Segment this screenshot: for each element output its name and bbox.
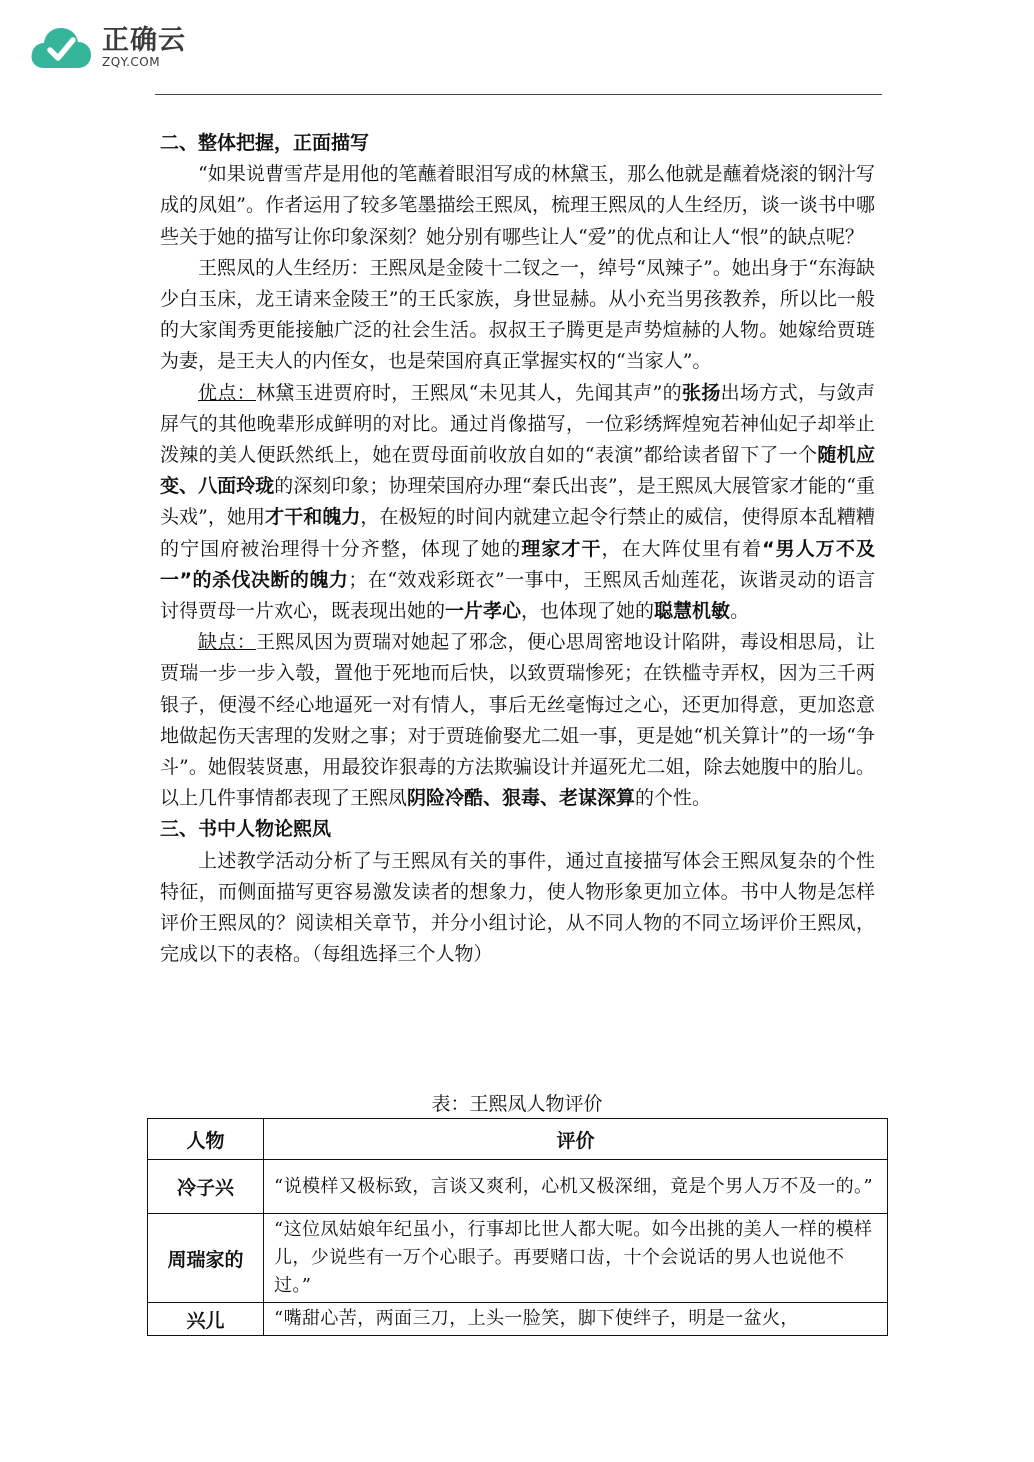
character-evaluation: “这位凤姑娘年纪虽小，行事却比世人都大呢。如今出挑的美人一样的模样儿，少说些有一万个心眼子。再要赌口齿，十个会说话的男人也说他不过。”: [264, 1214, 888, 1303]
table-row: [148, 1214, 888, 1303]
merits-keyword: 张扬: [682, 381, 721, 404]
merits-text: ，在极短的时间内就建立起令行禁止的威信，使得原本乱糟糟的宁国府被治理得十分齐整，体现了她的: [160, 506, 875, 560]
character-evaluation: “说模样又极标致，言谈又爽利，心机又极深细，竟是个男人万不及一的。”: [264, 1160, 888, 1214]
column-header-evaluation: 评价: [264, 1119, 888, 1160]
section3-heading: 三、书中人物论熙凤: [160, 818, 332, 841]
merits-keyword: 随机应变、八面玲珑: [160, 444, 875, 498]
merits-text: 的深刻印象；协理荣国府办理“秦氏出丧”，是王熙凤大展管家才能的“重头戏”，她用: [160, 475, 875, 529]
flaws-text: 王熙凤因为贾瑞对她起了邪念，便心思周密地设计陷阱，毒设相思局，让贾瑞一步一步入彀，置他于死地而后快，以致贾瑞惨死；在铁槛寺弄权，因为三千两银子，便漫不经心地逼死一对有情人，事后无丝毫悔过之心，还更加得意，更加恣意地做起伤天害理的发财之事；对于贾琏偷娶尤二姐一事，更是她“机关算计”的一场“争斗”。她假装贤惠，用最狡诈狠毒的方法欺骗设计并逼死尤二姐，除去她腹中的胎儿。以上几件事情都表现了王熙凤: [160, 631, 875, 810]
merits-keyword: 聪慧机敏: [654, 600, 731, 623]
flaws-text: 的个性。: [635, 787, 712, 810]
flaws-keyword: 阴险冷酷、狠毒、老谋深算: [407, 787, 636, 810]
merits-keyword: 一片孝心: [445, 600, 522, 623]
merits-label: 优点：: [198, 381, 256, 404]
column-header-character: 人物: [148, 1119, 264, 1160]
merits-paragraph: [160, 378, 875, 628]
table-header-row: [148, 1119, 888, 1160]
table-row: [148, 1160, 888, 1214]
section3-intro: 上述教学活动分析了与王熙凤有关的事件，通过直接描写体会王熙凤复杂的个性特征，而侧面描写更容易激发读者的想象力，使人物形象更加立体。书中人物是怎样评价王熙凤的？阅读相关章节，并分小组讨论，从不同人物的不同立场评价王熙凤，完成以下的表格。（每组选择三个人物）: [160, 849, 875, 966]
merits-text: 。: [730, 600, 750, 623]
merits-text: 出场方式，与敛声屏气的其他晚辈形成鲜明的对比。通过肖像描写，一位彩绣辉煌宛若神仙妃子却举止泼辣的美人便跃然纸上，她在贾母面前收放自如的“表演”都给读者留下了一个: [160, 381, 875, 467]
merits-text: ，也体现了她的: [521, 600, 655, 623]
merits-text: ，在大阵仗里有着: [601, 537, 763, 560]
section2-heading: 二、整体把握，正面描写: [160, 132, 370, 154]
header-divider: [155, 94, 882, 95]
character-name: 兴儿: [148, 1303, 264, 1336]
character-name: 冷子兴: [148, 1160, 264, 1214]
experience-paragraph: 王熙凤的人生经历：王熙凤是金陵十二钗之一，绰号“凤辣子”。她出身于“东海缺少白玉床，龙王请来金陵王”的王氏家族，身世显赫。从小充当男孩教养，所以比一般的大家闺秀更能接触广泛的社会生活。叔叔王子腾更是声势煊赫的人物。她嫁给贾琏为妻，是王夫人的内侄女，也是荣国府真正掌握实权的“当家人”。: [160, 256, 875, 373]
table-row: [148, 1303, 888, 1336]
evaluation-table: [147, 1118, 888, 1336]
site-logo: [28, 22, 186, 72]
merits-text: ；在“效戏彩斑衣”一事中，王熙凤舌灿莲花，诙谐灵动的语言讨得贾母一片欢心，既表现出她的: [160, 568, 875, 623]
merits-keyword: 才干和魄力: [265, 506, 361, 529]
character-name: 周瑞家的: [148, 1214, 264, 1303]
merits-keyword: “男人万不及一”的杀伐决断的魄力: [160, 537, 875, 591]
cloud-check-icon: [28, 22, 94, 72]
merits-text: 林黛玉进贾府时，王熙凤“未见其人，先闻其声”的: [256, 381, 682, 404]
logo-title: 正确云: [102, 24, 186, 56]
document-body: [160, 128, 875, 970]
character-evaluation: “嘴甜心苦，两面三刀，上头一脸笑，脚下使绊子，明是一盆火，: [264, 1303, 888, 1336]
flaws-paragraph: [160, 627, 875, 814]
section2-intro: “如果说曹雪芹是用他的笔蘸着眼泪写成的林黛玉，那么他就是蘸着烧滚的钢汁写成的凤姐”。作者运用了较多笔墨描绘王熙凤，梳理王熙凤的人生经历，谈一谈书中哪些关于她的描写让你印象深刻？她分别有哪些让人“爱”的优点和让人“恨”的缺点呢？: [160, 163, 875, 248]
logo-domain: ZQY.COM: [102, 54, 161, 69]
merits-keyword: 理家才干: [521, 537, 602, 560]
table-caption: 表：王熙凤人物评价: [431, 1093, 603, 1115]
flaws-label: 缺点：: [198, 631, 257, 654]
